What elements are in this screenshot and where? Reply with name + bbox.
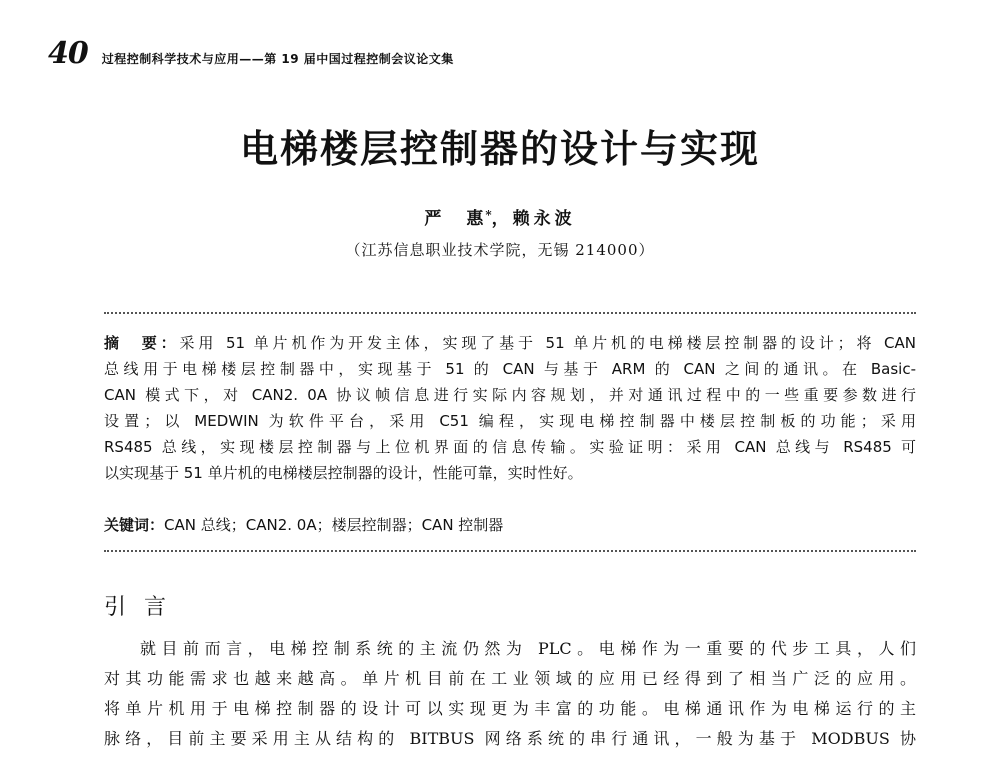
abstract-line: 以实现基于 51 单片机的电梯楼层控制器的设计，性能可靠，实时性好。 (104, 464, 583, 482)
section-heading-introduction: 引言 (104, 595, 185, 620)
abstract-divider-top (104, 312, 916, 314)
body-line: 就目前而言，电梯控制系统的主流仍然为 PLC。电梯作为一重要的代步工具，人们 (140, 639, 916, 658)
article-title: 电梯楼层控制器的设计与实现 (239, 126, 760, 171)
author-1-mark: * (485, 208, 492, 222)
affiliation: （江苏信息职业技术学院，无锡 214000） (345, 241, 655, 259)
keywords-label: 关键词： (104, 516, 165, 534)
introduction-body (104, 634, 916, 754)
author-separator: ， (491, 209, 513, 229)
page-number: 40 (48, 36, 88, 71)
author-1: 严 惠 (424, 209, 488, 229)
abstract-line: CAN 模式下，对 CAN2. 0A 协议帧信息进行实际内容规划，并对通讯过程中的一些重要参数进行 (104, 386, 916, 404)
author-line (0, 204, 1000, 229)
keywords-text: CAN 总线；CAN2. 0A；楼层控制器；CAN 控制器 (164, 516, 504, 534)
body-line: 脉络，目前主要采用主从结构的 BITBUS 网络系统的串行通讯，一般为基于 MODBUS 协 (104, 729, 916, 748)
abstract-line: 摘 要：采用 51 单片机作为开发主体，实现了基于 51 单片机的电梯楼层控制器的设计；将 CAN (104, 334, 916, 352)
body-line: 对其功能需求也越来越高。单片机目前在工业领域的应用已经得到了相当广泛的应用。 (104, 669, 916, 688)
body-line: 将单片机用于电梯控制器的设计可以实现更为丰富的功能。电梯通讯作为电梯运行的主 (104, 699, 916, 718)
author-2: 赖永波 (512, 209, 576, 229)
keywords (104, 512, 916, 538)
running-header (48, 36, 454, 71)
abstract-line: 总线用于电梯楼层控制器中，实现基于 51 的 CAN 与基于 ARM 的 CAN 之间的通讯。在 Basic- (104, 360, 916, 378)
abstract-line: 设置；以 MEDWIN 为软件平台，采用 C51 编程，实现电梯控制器中楼层控制板的功能；采用 (104, 412, 916, 430)
abstract-divider-bottom (104, 550, 916, 552)
abstract-line: RS485 总线，实现楼层控制器与上位机界面的信息传输。实验证明：采用 CAN 总线与 RS485 可 (104, 438, 916, 456)
abstract-label: 摘 要： (104, 334, 180, 352)
journal-title: 过程控制科学技术与应用——第 19 届中国过程控制会议论文集 (101, 52, 454, 66)
abstract (104, 330, 916, 486)
